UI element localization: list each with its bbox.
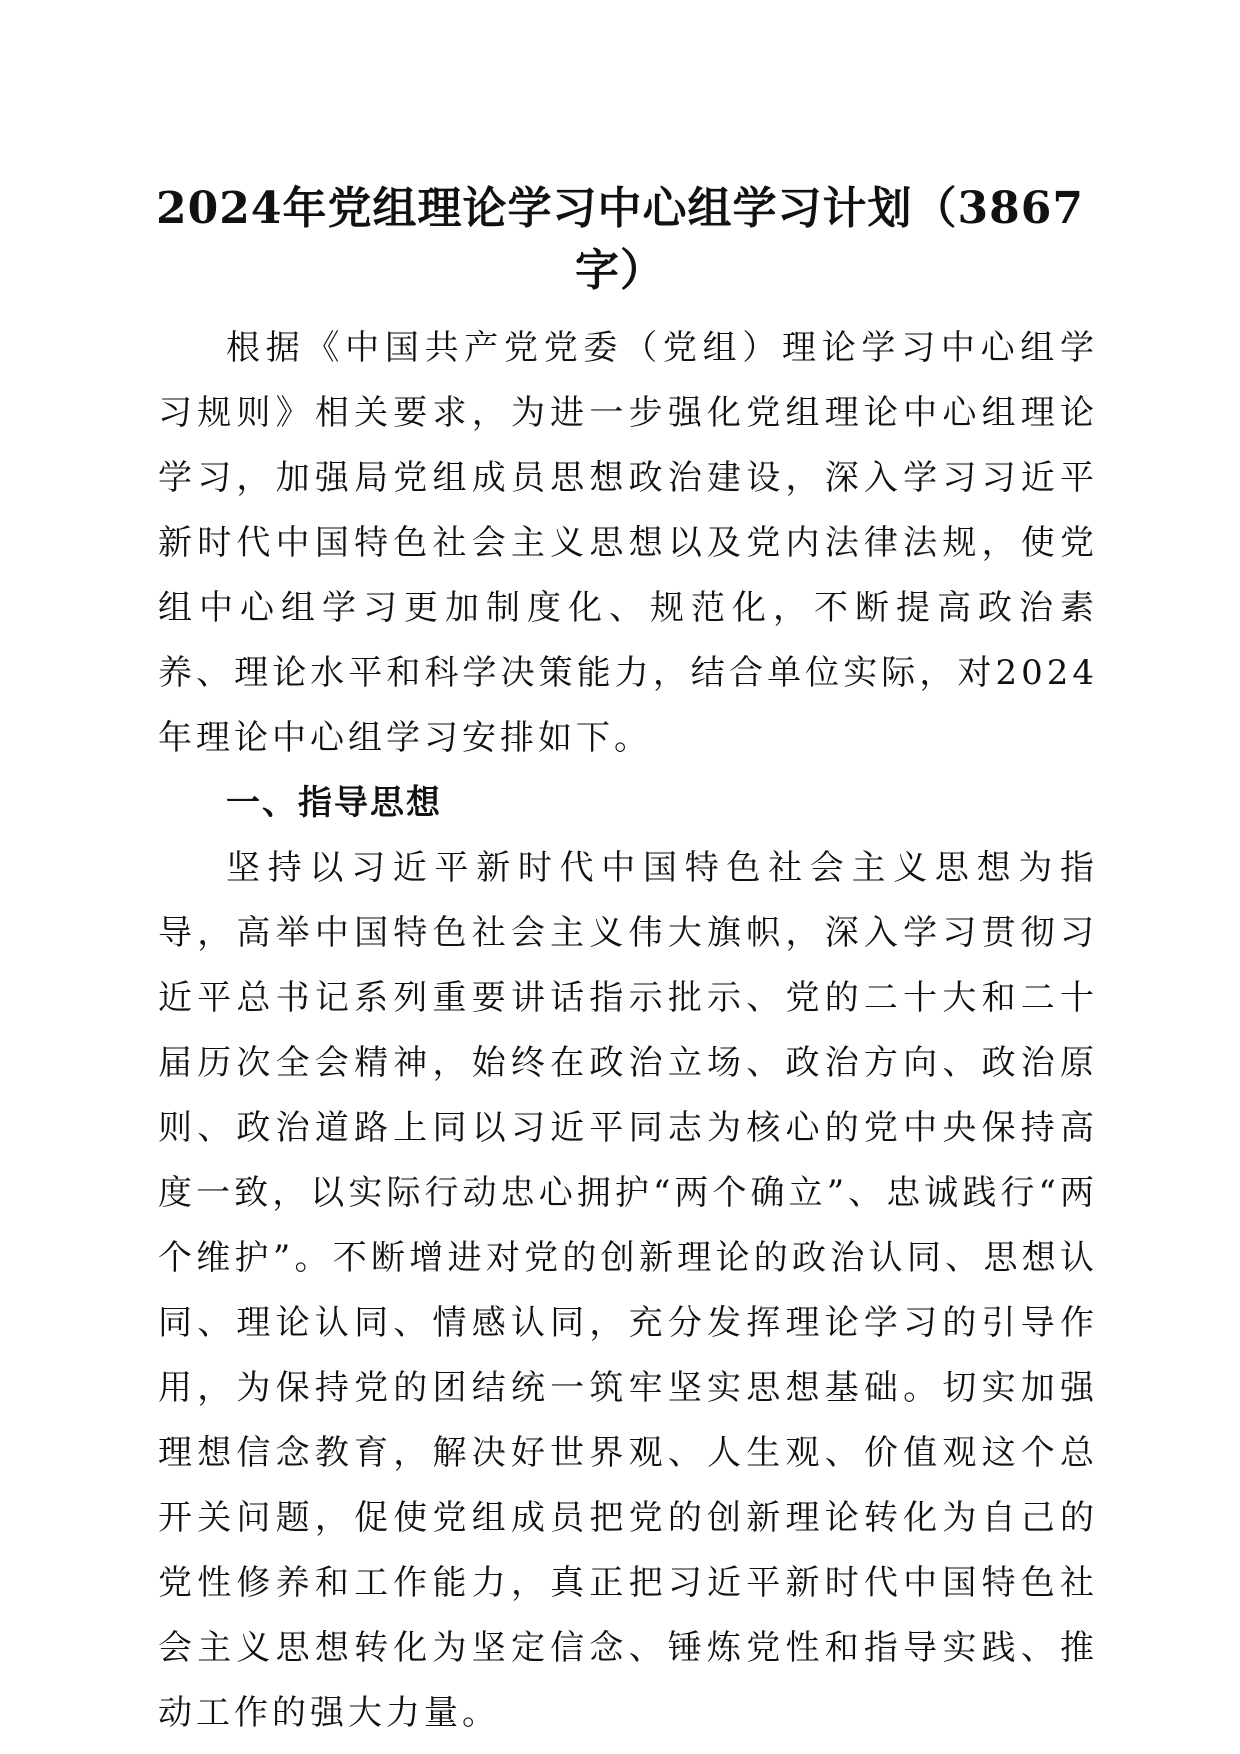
document-body (158, 316, 1098, 1746)
section-heading-guiding-ideology: 一、指导思想 (226, 783, 442, 823)
guiding-ideology-paragraph: 坚持以习近平新时代中国特色社会主义思想为指导，高举中国特色社会主义伟大旗帜，深入学习贯彻习近平总书记系列重要讲话指示批示、党的二十大和二十届历次全会精神，始终在政治立场、政治方向、政治原则、政治道路上同以习近平同志为核心的党中央保持高度一致，以实际行动忠心拥护“两个确立”、忠诚践行“两个维护”。不断增进对党的创新理论的政治认同、思想认同、理论认同、情感认同，充分发挥理论学习的引导作用，为保持党的团结统一筑牢坚实思想基础。切实加强理想信念教育，解决好世界观、人生观、价值观这个总开关问题，促使党组成员把党的创新理论转化为自己的党性修养和工作能力，真正把习近平新时代中国特色社会主义思想转化为坚定信念、锤炼党性和指导实践、推动工作的强大力量。 (158, 848, 1098, 1733)
document-title: 2024年党组理论学习中心组学习计划（3867字） (156, 183, 1084, 296)
intro-paragraph: 根据《中国共产党党委（党组）理论学习中心组学习规则》相关要求，为进一步强化党组理论中心组理论学习，加强局党组成员思想政治建设，深入学习习近平新时代中国特色社会主义思想以及党内法律法规，使党组中心组学习更加制度化、规范化，不断提高政治素养、理论水平和科学决策能力，结合单位实际，对2024年理论中心组学习安排如下。 (158, 328, 1098, 758)
